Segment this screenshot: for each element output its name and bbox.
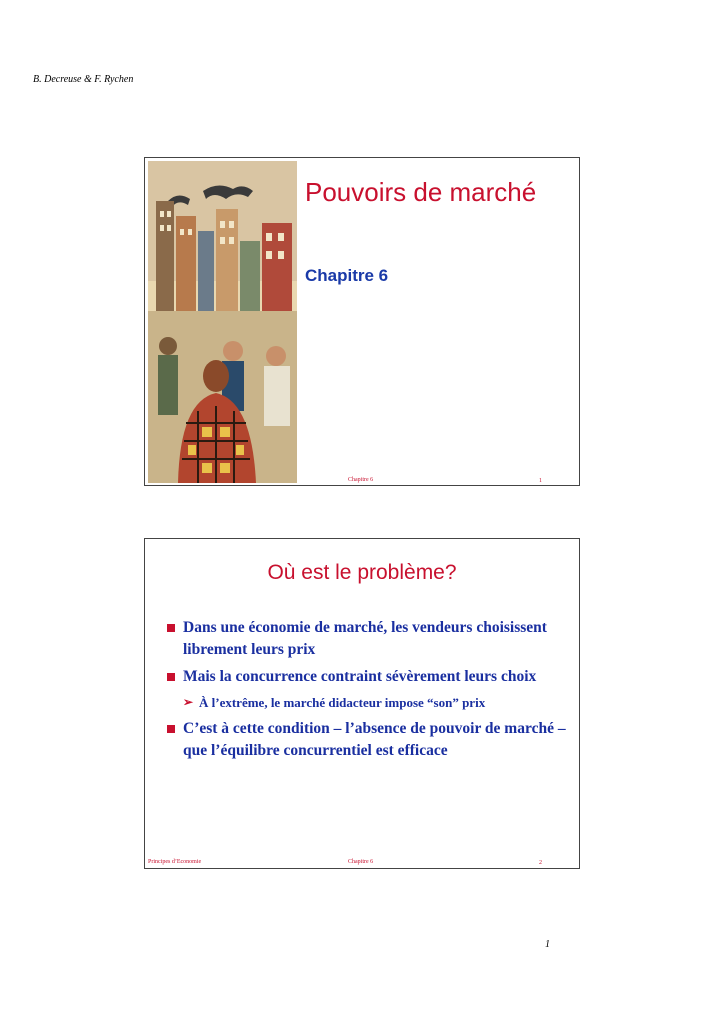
square-bullet-icon [167, 624, 175, 632]
slide-1-title: Pouvoirs de marché [305, 177, 537, 207]
bullet-text: C’est à cette condition – l’absence de pouvoir de marché – que l’équilibre concurrentiel est efficace [183, 720, 566, 759]
bullet-text: Dans une économie de marché, les vendeurs choisissent librement leurs prix [183, 619, 547, 658]
arrow-bullet-icon: ➢ [183, 695, 194, 709]
illustration-market-scene [148, 161, 297, 483]
square-bullet-icon [167, 725, 175, 733]
header-authors: B. Decreuse & F. Rychen [33, 74, 134, 85]
sub-bullet-text: À l’extrême, le marché didacteur impose “son” prix [199, 695, 486, 710]
slide-2-footer-chapter: Chapitre 6 [348, 859, 374, 865]
bullet-item [167, 666, 567, 688]
bullet-list [167, 617, 567, 767]
slide-2-title: Où est le problème? [267, 561, 457, 584]
slide-2-footer-number: 2 [539, 860, 542, 866]
bullet-item [167, 718, 567, 762]
bullet-text: Mais la concurrence contraint sévèrement leurs choix [183, 668, 537, 685]
bullet-item [167, 617, 567, 661]
slide-2-footer-course: Principes d’Economie [148, 859, 202, 865]
square-bullet-icon [167, 673, 175, 681]
slide-1-footer-number: 1 [539, 478, 542, 484]
page-number: 1 [545, 939, 550, 950]
sub-bullet-item [167, 693, 567, 712]
slide-2 [144, 538, 580, 869]
slide-1-footer-chapter: Chapitre 6 [348, 477, 374, 483]
slide-1-subtitle: Chapitre 6 [305, 266, 389, 285]
slide-1 [144, 157, 580, 486]
